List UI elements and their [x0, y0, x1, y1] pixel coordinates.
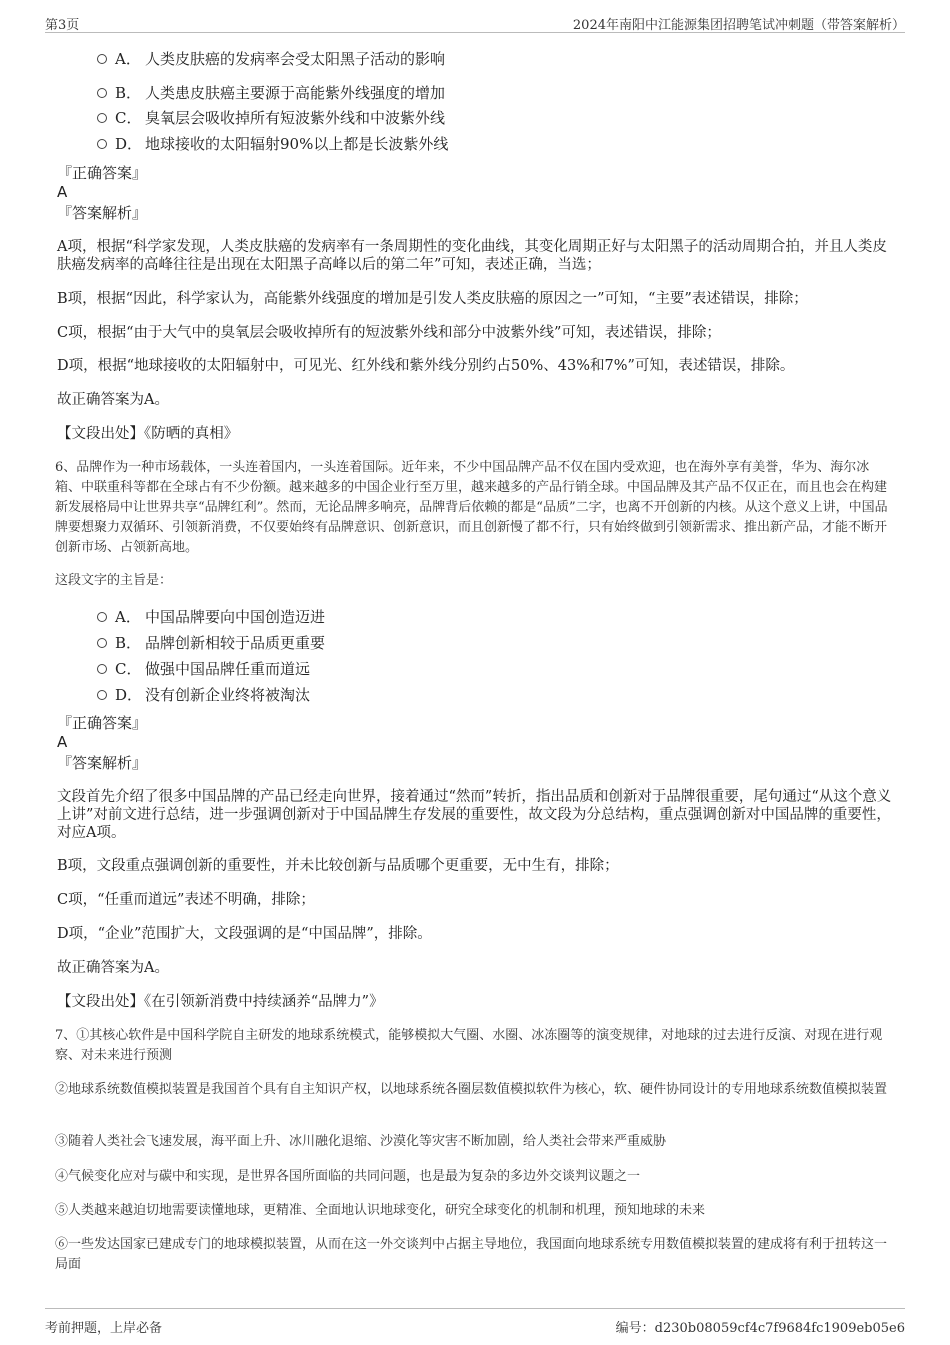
page-footer	[45, 1308, 905, 1339]
q5-answer-label: 『正确答案』	[57, 164, 148, 182]
document-code: 编号：d230b08059cf4c7f9684fc1909eb05e6	[615, 1321, 905, 1336]
q7-sentence-6: ⑥一些发达国家已建成专门的地球模拟装置，从而在这一外交谈判中占据主导地位，我国面向地球系统专用数值模拟装置的建成将有利于扭转这一局面	[55, 1237, 888, 1272]
q5-analysis-d: D项，根据“地球接收的太阳辐射中，可见光、红外线和紫外线分别约占50%、43%和7%”可知，表述错误，排除。	[57, 358, 795, 374]
radio-button-icon[interactable]	[97, 612, 107, 622]
q6-option-a[interactable]: A． 中国品牌要向中国创造迈进	[97, 607, 325, 627]
q6-answer-value: A	[57, 733, 68, 751]
q6-stem: 6、品牌作为一种市场载体，一头连着国内，一头连着国际。近年来，不少中国品牌产品不仅在国内受欢迎，也在海外享有美誉，华为、海尔冰箱、中联重科等都在全球占有不少份额。越来越多的中国企业行至万里，越来越多的产品行销全球。中国品牌及其产品不仅正在，而且也会在构建新发展格局中让世界共享“品牌红利”。然而，无论品牌多响亮，品牌背后依赖的都是“品质”二字，也离不开创新的内核。从这个意义上讲，中国品牌要想聚力双循环、引领新消费，不仅要始终有品牌意识、创新意识，而且创新慢了都不行，只有始终做到引领新需求、推出新产品，才能不断开创新市场、占领新高地。	[55, 460, 888, 555]
q5-option-d[interactable]: D． 地球接收的太阳辐射90%以上都是长波紫外线	[97, 134, 448, 154]
radio-button-icon[interactable]	[97, 54, 107, 64]
q6-analysis-c: C项，“任重而道远”表述不明确，排除；	[57, 892, 315, 908]
q5-analysis-a: A项，根据“科学家发现，人类皮肤癌的发病率有一条周期性的变化曲线，其变化周期正好与太阳黑子的活动周期合拍，并且人类皮肤癌发病率的高峰往往是出现在太阳黑子高峰以后的第二年”可知，表述正确，当选；	[57, 239, 887, 273]
page-number: 第3页	[45, 18, 80, 33]
q5-option-c[interactable]: C． 臭氧层会吸收掉所有短波紫外线和中波紫外线	[97, 108, 445, 128]
document-title: 2024年南阳中江能源集团招聘笔试冲刺题（带答案解析）	[572, 18, 905, 33]
radio-button-icon[interactable]	[97, 690, 107, 700]
q5-analysis-b: B项，根据“因此，科学家认为，高能紫外线强度的增加是引发人类皮肤癌的原因之一”可知，“主要”表述错误，排除；	[57, 291, 808, 307]
q7-sentence-2: ②地球系统数值模拟装置是我国首个具有自主知识产权，以地球系统各圈层数值模拟软件为核心，软、硬件协同设计的专用地球系统数值模拟装置	[55, 1082, 888, 1097]
q7-sentence-1: 7、①其核心软件是中国科学院自主研发的地球系统模式，能够模拟大气圈、水圈、冰冻圈等的演变规律，对地球的过去进行反演、对现在进行观察、对未来进行预测	[55, 1028, 883, 1063]
q5-option-a[interactable]: A． 人类皮肤癌的发病率会受太阳黑子活动的影响	[97, 49, 445, 69]
q6-analysis-b: B项，文段重点强调创新的重要性，并未比较创新与品质哪个更重要，无中生有，排除；	[57, 858, 619, 874]
q6-option-c[interactable]: C． 做强中国品牌任重而道远	[97, 659, 310, 679]
q6-conclusion: 故正确答案为A。	[57, 960, 169, 976]
q6-analysis-a: 文段首先介绍了很多中国品牌的产品已经走向世界，接着通过“然而”转折，指出品质和创新对于品牌很重要，尾句通过“从这个意义上讲”对前文进行总结，进一步强调创新对于中国品牌生存发展的重要性，故文段为分总结构，重点强调创新对中国品牌的重要性，对应A项。	[57, 789, 892, 841]
q5-answer-value: A	[57, 183, 68, 201]
q6-question: 这段文字的主旨是：	[55, 573, 173, 588]
radio-button-icon[interactable]	[97, 664, 107, 674]
q6-option-b[interactable]: B． 品牌创新相较于品质更重要	[97, 633, 325, 653]
q5-analysis-label: 『答案解析』	[57, 204, 148, 222]
q5-option-b[interactable]: B． 人类患皮肤癌主要源于高能紫外线强度的增加	[97, 83, 445, 103]
radio-button-icon[interactable]	[97, 638, 107, 648]
q6-option-d[interactable]: D． 没有创新企业终将被淘汰	[97, 685, 310, 705]
radio-button-icon[interactable]	[97, 88, 107, 98]
footer-slogan: 考前押题，上岸必备	[45, 1321, 163, 1336]
q6-answer-label: 『正确答案』	[57, 714, 148, 732]
page-header	[45, 14, 905, 33]
q5-source: 【文段出处】《防晒的真相》	[57, 426, 239, 442]
radio-button-icon[interactable]	[97, 113, 107, 123]
q7-sentence-3: ③随着人类社会飞速发展，海平面上升、冰川融化退缩、沙漠化等灾害不断加剧，给人类社会带来严重威胁	[55, 1134, 667, 1149]
q6-analysis-label: 『答案解析』	[57, 754, 148, 772]
q6-analysis-d: D项，“企业”范围扩大，文段强调的是“中国品牌”，排除。	[57, 926, 432, 942]
radio-button-icon[interactable]	[97, 139, 107, 149]
q6-source: 【文段出处】《在引领新消费中持续涵养“品牌力”》	[57, 994, 384, 1010]
q7-sentence-4: ④气候变化应对与碳中和实现，是世界各国所面临的共同问题，也是最为复杂的多边外交谈判议题之一	[55, 1169, 641, 1184]
q5-analysis-c: C项，根据“由于大气中的臭氧层会吸收掉所有的短波紫外线和部分中波紫外线”可知，表述错误，排除；	[57, 325, 721, 341]
q7-sentence-5: ⑤人类越来越迫切地需要读懂地球，更精准、全面地认识地球变化，研究全球变化的机制和机理，预知地球的未来	[55, 1203, 706, 1218]
q5-conclusion: 故正确答案为A。	[57, 392, 169, 408]
